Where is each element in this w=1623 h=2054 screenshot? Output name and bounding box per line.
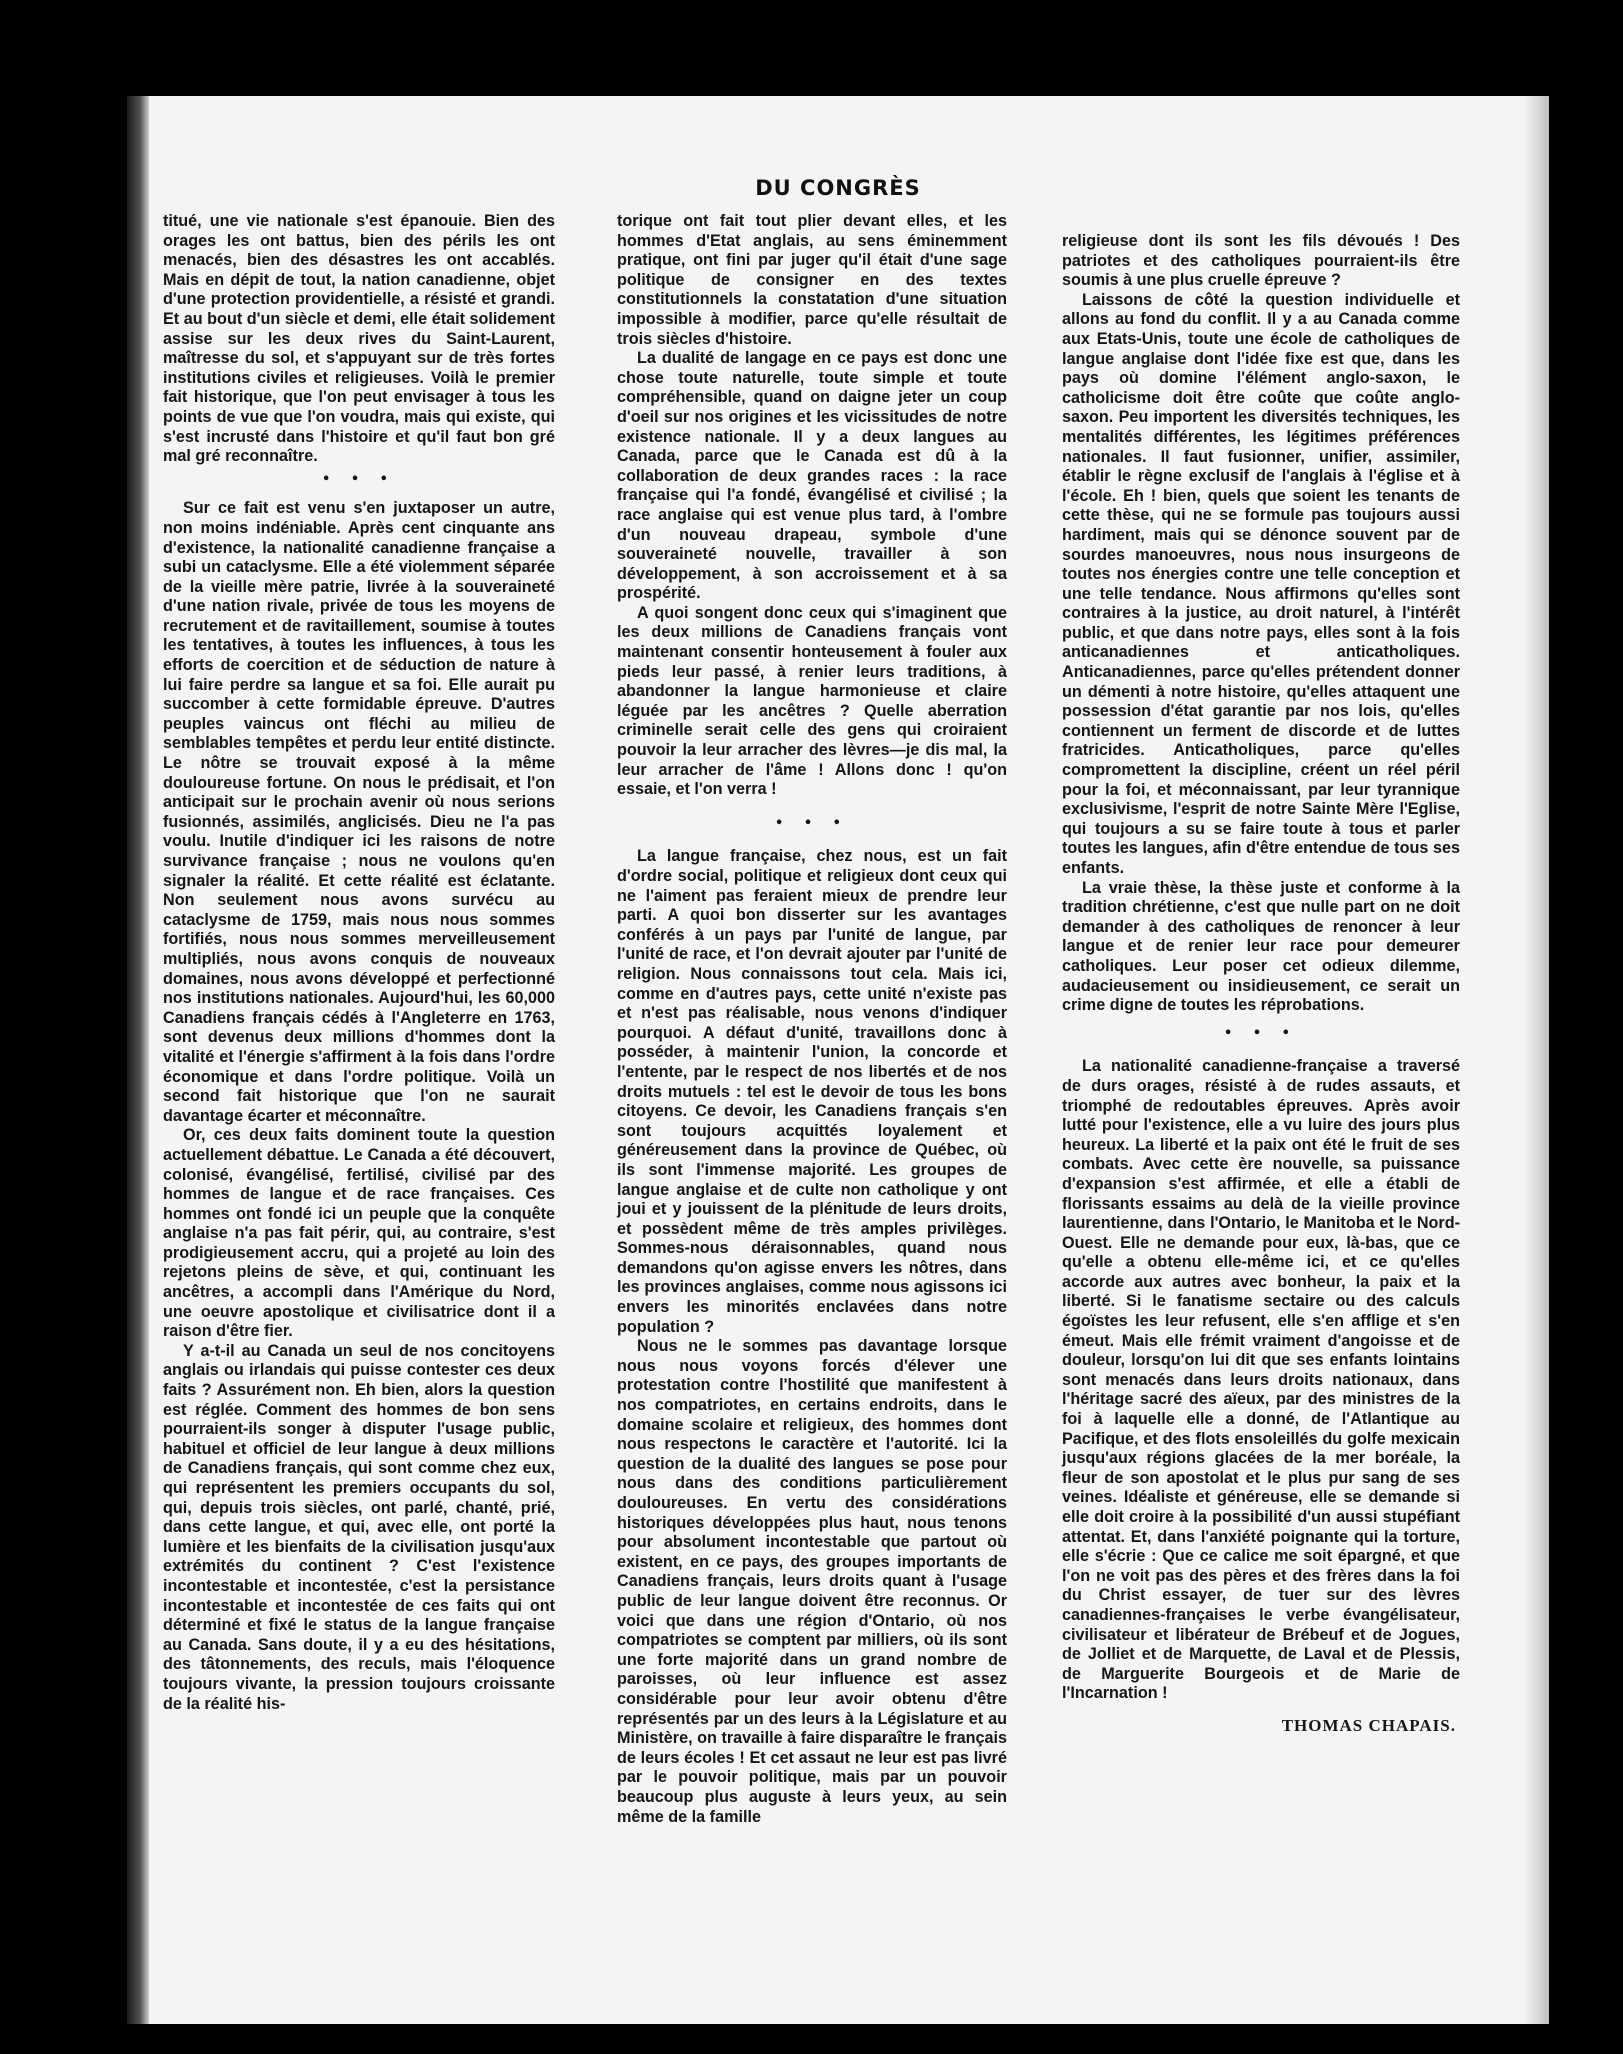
binding-shadow [127, 96, 149, 2024]
paragraph: La nationalité canadienne-française a traversé de durs orages, résisté à de rudes assauts, et triomphé de redoutables épreuves. Après avoir lutté pour l'existence, elle a vu luire des jours plus heureux. La liberté et la paix ont été le fruit de ses combats. Avec cette ère nouvelle, sa puissance d'expansion s'est affirmée, et elle a établi de florissants essaims au delà de la vieille province laurentienne, dans l'Ontario, le Manitoba et le Nord-Ouest. Elle ne demande pour eux, là-bas, que ce qu'elle a obtenu elle-même ici, et ce qu'elles accorde aux autres avec bonheur, la paix et la liberté. Si le fanatisme sectaire ou des calculs égoïstes les leur refusent, elle s'en afflige et s'en émeut. Mais elle frémit vraiment d'angoisse et de douleur, lorsqu'on lui dit que ses enfants lointains sont menacés dans leurs droits nationaux, dans l'héritage sacré des aïeux, par des ministres de la foi à laquelle elle a donné, de l'Atlantique au Pacifique, et des flots ensoleillés du golfe mexicain jusqu'aux régions glacées de la mer boréale, la fleur de son apostolat et le plus pur sang de ses veines. Idéaliste et généreuse, elle se demande si elle doit croire à la possibilité d'un aussi stupéfiant attentat. Et, dans l'anxiété poignante qui la torture, elle s'écrie : Que ce calice me soit épargné, et que l'on ne voit pas des pères et des frères dans la foi du Christ essayer, de tuer sur des lèvres canadiennes-françaises le verbe évangélisateur, civilisateur et libérateur de Brébeuf et de Jogues, de Jolliet et de Marquette, de Laval et de Plessis, de Marguerite Bourgeois et de Marie de l'Incarnation ! [1062, 1057, 1460, 1703]
document-page [127, 96, 1549, 2024]
paragraph: La dualité de langage en ce pays est donc une chose toute naturelle, toute simple et toute compréhensible, quand on daigne jeter un coup d'oeil sur nos origines et les vicissitudes de notre existence nationale. Il y a deux langues au Canada, parce que le Canada est dû à la collaboration de deux grandes races : la race française qui l'a fondé, évangélisé et civilisé ; la race anglaise qui est venue plus tard, à l'ombre d'un nouveau drapeau, symbole d'une souveraineté nouvelle, travailler à son développement, à son accroissement et à sa prospérité. [617, 349, 1007, 603]
paragraph: Y a-t-il au Canada un seul de nos concitoyens anglais ou irlandais qui puisse contester ces deux faits ? Assurément non. Eh bien, alors la question est réglée. Comment des hommes de bon sens pourraient-ils songer à disputer l'usage public, habituel et officiel de leur langue à deux millions de Canadiens français, qui sont comme chez eux, qui représentent les premiers occupants du sol, qui, depuis trois siècles, ont parlé, chanté, prié, dans cette langue, et qui, avec elle, ont porté la lumière et les bienfaits de la civilisation jusqu'aux extrémités du continent ? C'est l'existence incontestable et incontestée, c'est la persistance incontestable et incontestée de ces faits qui ont déterminé et fixé le status de la langue française au Canada. Sans doute, il y a eu des hésitations, des tâtonnements, des reculs, mais l'éloquence toujours vivante, la pression toujours croissante de la réalité his- [163, 1341, 555, 1713]
text-column-3 [1062, 232, 1460, 1736]
paragraph: titué, une vie nationale s'est épanouie. Bien des orages les ont battus, bien des périls les ont menacés, bien des désastres les ont accablés. Mais en dépit de tout, la nation canadienne, objet d'une protection providentielle, a résisté et grandi. Et au bout d'un siècle et demi, elle était solidement assise sur les deux rives du Saint-Laurent, maîtresse du sol, et s'appuyant sur de très fortes institutions civiles et religieuses. Voilà le premier fait historique, que l'on peut envisager à tous les points de vue que l'on voudra, mais qui existe, qui s'est incrusté dans l'histoire et qu'il faut bon gré mal gré reconnaître. [163, 212, 555, 466]
section-separator: • • • [1224, 1025, 1298, 1041]
paragraph: Nous ne le sommes pas davantage lorsque nous nous voyons forcés d'élever une protestation contre l'hostilité que manifestent à nos compatriotes, en certains endroits, dans le domaine scolaire et religieux, des hommes dont nous respectons le caractère et l'autorité. Ici la question de la dualité des langues se pose pour nous dans des conditions particulièrement douloureuses. En vertu des considérations historiques développées plus haut, nous tenons pour absolument incontestable que partout où existent, en ce pays, des groupes importants de Canadiens français, leurs droits quant à l'usage public de leur langue doivent être reconnus. Or voici que dans une région d'Ontario, où nos compatriotes se comptent par milliers, où ils sont une forte majorité dans un grand nombre de paroisses, où leur influence est assez considérable pour leur avoir obtenu d'être représentés par un des leurs à la Législature et au Ministère, on travaille à faire disparaître le français de leurs écoles ! Et cet assaut ne leur est pas livré par le pouvoir politique, mais par un pouvoir beaucoup plus auguste à leurs yeux, au sein même de la famille [617, 1337, 1007, 1826]
text-column-1 [163, 212, 555, 1714]
paragraph: La langue française, chez nous, est un fait d'ordre social, politique et religieux dont ceux qui ne l'aiment pas feraient mieux de prendre leur parti. A quoi bon disserter sur les avantages conférés à un pays par l'unité de langue, par l'unité de race, et l'on devrait ajouter par l'unité de religion. Nous connaissons tout cela. Mais ici, comme en d'autres pays, cette unité n'existe pas et n'est pas réalisable, nous venons d'indiquer pourquoi. A défaut d'unité, travaillons donc à posséder, à maintenir l'union, la concorde et l'entente, par le respect de nos libertés et de nos droits mutuels : tel est le devoir de tous les bons citoyens. Ce devoir, les Canadiens français s'en sont toujours acquittés loyalement et généreusement dans la province de Québec, où ils sont l'immense majorité. Les groupes de langue anglaise et de culte non catholique y ont joui et y jouissent de la plénitude de leurs droits, et possèdent même de très amples privilèges. Sommes-nous déraisonnables, quand nous demandons qu'on agisse envers les nôtres, dans les provinces anglaises, comme nous agissons ici envers les minorités enclavées dans notre population ? [617, 847, 1007, 1336]
paragraph: religieuse dont ils sont les fils dévoués ! Des patriotes et des catholiques pourraient-ils être soumis à une plus cruelle épreuve ? [1062, 232, 1460, 290]
text-column-2 [617, 212, 1007, 1827]
section-separator: • • • [775, 815, 849, 831]
page-header: DU CONGRÈS [755, 176, 921, 200]
paragraph: Laissons de côté la question individuelle et allons au fond du conflit. Il y a au Canada comme aux Etats-Unis, toute une école de catholiques de langue anglaise dont l'idée fixe est que, dans les pays où domine l'élément anglo-saxon, le catholicisme doit être coûte que coûte anglo-saxon. Peu importent les diversités techniques, les mentalités différentes, les légitimes préférences nationales. Il faut fusionner, unifier, assimiler, établir le règne exclusif de l'anglais à l'église et à l'école. Eh ! bien, quels que soient les tenants de cette thèse, qui ne se formule pas toujours aussi hardiment, mais qui se dénonce souvent par de sourdes manoeuvres, nous nous insurgeons de toutes nos énergies contre une telle conception et une telle tendance. Nous affirmons qu'elles sont contraires à la justice, au droit naturel, à l'intérêt public, et que dans notre pays, elles sont à la fois anticanadiennes et anticatholiques. Anticanadiennes, parce qu'elles prétendent donner un démenti à notre histoire, qu'elles attaquent une possession d'état garantie par nos lois, qu'elles contiennent un ferment de discorde et de luttes fratricides. Anticatholiques, parce qu'elles compromettent la discipline, créent un réel péril pour la foi, et méconnaissant, par leur tyrannique exclusivisme, l'esprit de notre Sainte Mère l'Eglise, qui toujours a su se faire toute à tous et parler toutes les langues, afin d'être entendue de tous ses enfants. [1062, 290, 1460, 877]
paragraph: La vraie thèse, la thèse juste et conforme à la tradition chrétienne, c'est que nulle part on ne doit demander à des catholiques de renoncer à leur langue et de renier leur race pour demeurer catholiques. Leur poser cet odieux dilemme, audacieusement ou insidieusement, ce serait un crime digne de toutes les réprobations. [1062, 878, 1460, 1015]
paragraph: A quoi songent donc ceux qui s'imaginent que les deux millions de Canadiens français vont maintenant consentir honteusement à fouler aux pieds leur passé, à renier leurs traditions, à abandonner la langue harmonieuse et claire léguée par les ancêtres ? Quelle aberration criminelle serait celle des gens qui croiraient pouvoir la leur arracher des lèvres—je dis mal, la leur arracher de l'âme ! Allons donc ! qu'on essaie, et l'on verra ! [617, 603, 1007, 799]
paragraph: torique ont fait tout plier devant elles, et les hommes d'Etat anglais, au sens éminemment pratique, ont fini par juger qu'il était d'une sage politique de consigner en des textes constitutionnels la constatation d'une situation impossible à modifier, parce qu'elle résultait de trois siècles d'histoire. [617, 212, 1007, 348]
section-separator: • • • [322, 471, 396, 487]
author-signature: THOMAS CHAPAIS. [1281, 1715, 1456, 1735]
paragraph: Sur ce fait est venu s'en juxtaposer un autre, non moins indéniable. Après cent cinquante ans d'existence, la nationalité canadienne française a subi un cataclysme. Elle a été violemment séparée de la vieille mère patrie, livrée à la souveraineté d'une nation rivale, privée de tous les moyens de recrutement et de ravitaillement, soumise à toutes les tentatives, à toutes les influences, à tous les efforts de coercition et de séduction de nature à lui faire perdre sa langue et sa foi. Elle aurait pu succomber à cette formidable épreuve. D'autres peuples vaincus ont fléchi au milieu de semblables tempêtes et perdu leur entité distincte. Le nôtre se trouvait exposé à la même douloureuse fortune. On nous le prédisait, et l'on anticipait sur le prochain avenir où nous serions fusionnés, assimilés, anglicisés. Dieu ne l'a pas voulu. Inutile d'indiquer ici les raisons de notre survivance française ; nous ne voulons qu'en signaler la réalité. Et cette réalité est éclatante. Non seulement nous avons survécu au cataclysme de 1759, mais nous nous sommes fortifiés, nous nous sommes merveilleusement multipliés, nous avons conquis de nouveaux domaines, nous avons développé et perfectionné nos institutions nationales. Aujourd'hui, les 60,000 Canadiens français cédés à l'Angleterre en 1763, sont devenus deux millions d'hommes dont la vitalité et l'énergie s'affirment à la fois dans l'ordre économique et dans l'ordre politique. Voilà un second fait historique que l'on ne saurait davantage écarter et méconnaître. [163, 499, 555, 1125]
page-edge [1523, 96, 1549, 2024]
paragraph: Or, ces deux faits dominent toute la question actuellement débattue. Le Canada a été découvert, colonisé, évangélisé, fertilisé, civilisé par des hommes de langue et de race françaises. Ces hommes ont fondé ici un peuple que la conquête anglaise n'a pas fait périr, qui, au contraire, s'est prodigieusement accru, qui a projeté au loin des rejetons pleins de sève, et qui, continuant les ancêtres, a accompli dans l'Amérique du Nord, une oeuvre apostolique et civilisatrice dont il a raison d'être fier. [163, 1126, 555, 1341]
